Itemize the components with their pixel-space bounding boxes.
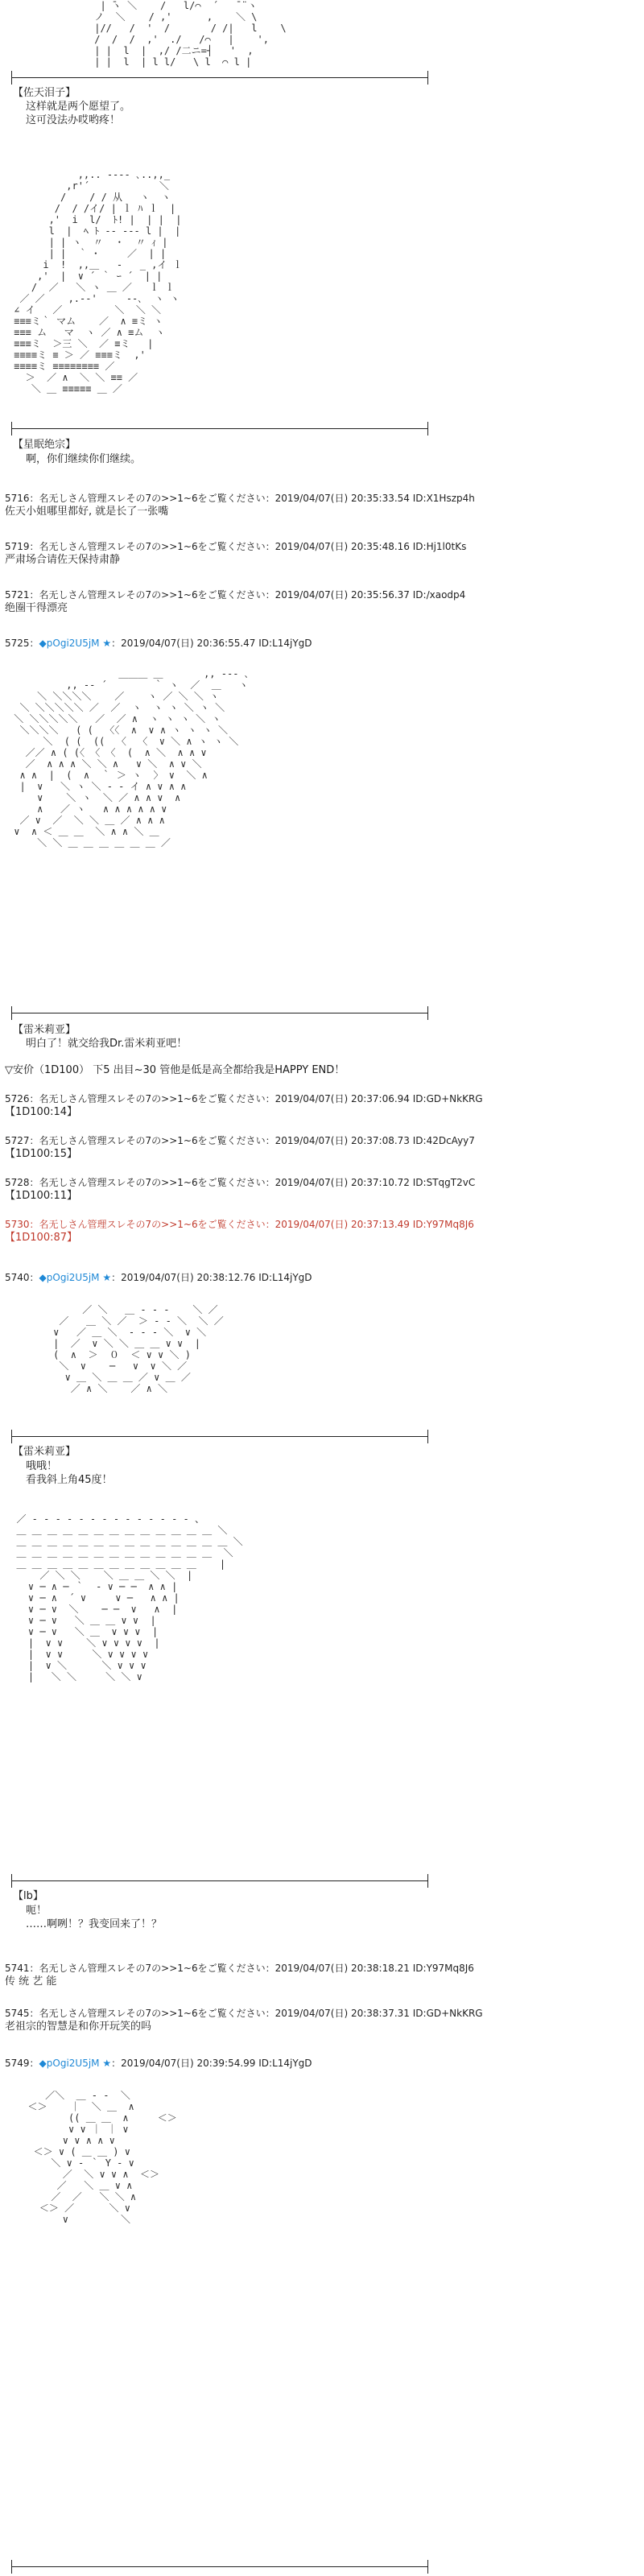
speech-line: 这可没法办哎哟疼！ xyxy=(26,114,121,126)
speech-line: 这样就是两个愿望了。 xyxy=(26,101,131,113)
post-header-selected: 5730：名无しさん管理スレその7の>>1~6をご覧ください：2019/04/07(日) 20:37:13.49 ID:Y97Mq8J6 xyxy=(5,1219,474,1230)
dice-result: 【1D100:14】 xyxy=(5,1106,78,1118)
speech-line: 呃！ xyxy=(26,1905,47,1917)
author-trip: pOgi2U5jM ★ xyxy=(46,2058,112,2069)
post-meta: ：2019/04/07(日) 20:39:54.99 ID:L14jYgD xyxy=(111,2058,312,2069)
dice-result: 【1D100:11】 xyxy=(5,1190,78,1202)
section-divider xyxy=(11,428,428,429)
ascii-art-figure: ／ ＼ ＿ ‐ ‐ ‐ ＼ ／ ／ ＿ ＼ ／ ＞ ‐ ‐ ＼ ＼ ／ ∨ ／ ＿ ＼ ‐ ‐ ‐ ＼ ∨ ＼ | ／ ∨ ＼ ＼ ＿ ＿ ∨ ∨ | ( ∧ ＞ ０ ＜ ∨ ∨ ＼ ) ＼ ∨ ─ ∨ ∨ ＼ ／ ∨ ＿ ＼ ＿ ＿ ／ ∨ ＿ ／ ／ ∧ ＼ ／ ∧ ＼ xyxy=(53,1304,224,1394)
post-header: 5727：名无しさん管理スレその7の>>1~6をご覧ください：2019/04/07(日) 20:37:08.73 ID:42DcAyy7 xyxy=(5,1135,475,1146)
speech-line: ……啊咧！？我变回来了！？ xyxy=(26,1918,163,1930)
speech-block xyxy=(26,1459,113,1487)
dice-result: 【1D100:15】 xyxy=(5,1148,78,1160)
speech-line: 哦哦！ xyxy=(26,1460,58,1472)
dice-result-selected: 【1D100:87】 xyxy=(5,1232,78,1244)
post-header: 5726：名无しさん管理スレその7の>>1~6をご覧ください：2019/04/07(日) 20:37:06.94 ID:GD+NkKRG xyxy=(5,1093,483,1104)
post-number: 5740： xyxy=(5,1272,39,1283)
speech-line: 看我斜上角45度！ xyxy=(26,1474,113,1486)
speaker-name: 【lb】 xyxy=(13,1890,43,1902)
ascii-art-figure: ／ ‐ ‐ ‐ ‐ ‐ ‐ ‐ ‐ ‐ ‐ ‐ ‐ ‐ ‐ 、 ＿ ＿ ＿ ＿ ＿ ＿ ＿ ＿ ＿ ＿ ＿ ＿ ＿ ＼ ＿ ＿ ＿ ＿ ＿ ＿ ＿ ＿ ＿ ＿ ＿ ＿ ＿ ＿ ＼ ＿ ＿ ＿ ＿ ＿ ＿ ＿ ＿ ＿ ＿ ＿ ＿ ＿ ＼ ＿ ＿ ＿ ＿ ＿ ＿ ＿ ＿ ＿ ＿ ＿ ＿ | ／ ＼ ＼ ＼ ＿ ＿ ＼ ＼ | ∨ ─ ∧ ─ ｀ ‐ ∨ ─ ─ ∧ ∧ | ∨ ─ ∧ ´ ∨ ∨ ─ ∧ ∧ | ∨ ─ ∨ ＼ ─ ─ ∨ ∧ | ∨ ─ ∨ ＼ ＿ ＿ ∨ ∨ | ∨ ─ ∨ ＼ ＿ ∨ ∨ ∨ | | ∨ ∨ ＼ ∨ ∨ ∨ ∨ | | ∨ ∨ ＼ ∨ ∨ ∨ ∨ | ∨ ＼ ＼ ∨ ∨ ∨ | ＼ ＼ ＼ ＼ ∨ xyxy=(16,1513,243,1682)
author-post-header xyxy=(5,1272,312,1284)
diamond-icon: ◆ xyxy=(39,2058,47,2069)
post-number: 5725： xyxy=(5,638,39,649)
speech-line: 明白了！就交给我Dr.雷米莉亚吧！ xyxy=(26,1038,188,1050)
post-body: 严肃场合请佐天保持肃静 xyxy=(5,554,121,566)
speaker-name: 【佐天泪子】 xyxy=(13,87,76,99)
post-header: 5745：名无しさん管理スレその7の>>1~6をご覧ください：2019/04/07(日) 20:38:37.31 ID:GD+NkKRG xyxy=(5,2008,483,2019)
speech-line: 啊，你们继续你们继续。 xyxy=(26,453,142,465)
diamond-icon: ◆ xyxy=(39,638,47,649)
author-trip: pOgi2U5jM ★ xyxy=(46,1272,112,1283)
speech-block xyxy=(26,100,130,127)
speech-block xyxy=(26,452,141,466)
speech-block xyxy=(26,1904,162,1931)
ascii-art-top: | ̄ヽ ＼ / l/⌒ ´ ̄ ¨ヽ ノ ＼ / ,' , ＼ \ |// / ' / / /| l \ / / / ,' ./ /⌒ | ', | | l | ,/ /二ニ=┤ ' , | | l | l l/ \ l ⌒ l | xyxy=(94,0,287,68)
section-divider xyxy=(11,2566,428,2567)
post-header: 5741：名无しさん管理スレその7の>>1~6をご覧ください：2019/04/07(日) 20:38:18.21 ID:Y97Mq8J6 xyxy=(5,1963,474,1974)
section-divider xyxy=(11,1436,428,1437)
post-header: 5721：名无しさん管理スレその7の>>1~6をご覧ください：2019/04/07(日) 20:35:56.37 ID:/xaodp4 xyxy=(5,589,466,601)
post-body: 传 统 艺 能 xyxy=(5,1975,57,1988)
ascii-art-figure: ／＼ ＿ ‐ ‐ ＼ ＜＞ ｜ ＼ ＿ ∧ (( ＿ ＿ ∧ ＜＞ ∨ ∨ ｜ ｜ ∨ ∨ ∨ ∧ ∧ ∨ ＜＞ ∨ ( ＿ ＿ ) ∨ ＼ ∨ ‐ ｀ Y ‐ ∨ ／ ＼ ∨ ∨ ∧ ＜＞ ／ ＼ ＿ ∨ ∧ ／ ／ ＼ ＼ ∧ ＜＞ ／ ＼ ∨ ∨ ＼ xyxy=(27,2090,177,2225)
speech-block xyxy=(26,1037,187,1051)
author-post-header xyxy=(5,2058,312,2070)
post-number: 5749： xyxy=(5,2058,39,2069)
post-meta: ：2019/04/07(日) 20:36:55.47 ID:L14jYgD xyxy=(111,638,312,649)
post-body: 绝圈干得漂亮 xyxy=(5,602,68,614)
speaker-name: 【星眠绝宗】 xyxy=(13,439,76,451)
ascii-art-figure: ,,.. -‐‐- ､..,,_ ,r'´ ＼ / / / 从 ヽ ヽ / / /イ/ | ｌ ﾊ ｌ | ,' i l/ ﾄ! | | | | l | ﾍ ﾄ ‐‐ ‐‐‐ l | | | | ヽ 〃 ・ 〃 ｨ | | | ｀ ･ ／ | | i ! ,,＿ ‐ _ ,イ ｌ ,' | ∨ ´ ｀ ｰ ´ | | / ／ ＼ ヽ ＿ ／ ｌ ｌ ／ ／ ,.-‐' ‐‐､ ヽ ヽ ∠ イ ／ ＼ ＼ ＼ ≡≡≡ミ｀ マム ／ ∧ ≡ミ ヽ ≡≡≡ ム マ ヽ ／ ∧ ≡ム ヽ ≡≡≡ミ ＞三 ＼ ／ ≡ミ | ≡≡≡≡ミ ≡ ＞ ／ ≡≡≡ミ ,' ≡≡≡≡ミ ≡≡≡≡≡≡≡≡ ／ ＞ ／ ∧ ＼ ＼ ≡≡ ／ ＼ ＿ ≡≡≡≡≡ ＿ ／ xyxy=(14,169,183,394)
speaker-name: 【雷米莉亚】 xyxy=(13,1024,76,1036)
section-divider xyxy=(11,77,428,78)
post-header: 5716：名无しさん管理スレその7の>>1~6をご覧ください：2019/04/07(日) 20:35:33.54 ID:X1Hszp4h xyxy=(5,493,475,504)
post-header: 5728：名无しさん管理スレその7の>>1~6をご覧ください：2019/04/07(日) 20:37:10.72 ID:STqgT2vC xyxy=(5,1177,476,1188)
post-header: 5719：名无しさん管理スレその7の>>1~6をご覧ください：2019/04/07(日) 20:35:48.16 ID:Hj1l0tKs xyxy=(5,541,467,552)
dice-announcement: ▽安价（1D100） 下5 出目~30 管他是低是高全都给我是HAPPY END！ xyxy=(5,1064,345,1076)
speaker-name: 【雷米莉亚】 xyxy=(13,1446,76,1458)
post-body: 老祖宗的智慧是和你开玩笑的吗 xyxy=(5,2021,152,2033)
author-post-header xyxy=(5,638,312,650)
section-divider xyxy=(11,1880,428,1881)
post-body: 佐天小姐哪里都好, 就是长了一张嘴 xyxy=(5,506,169,518)
author-trip: pOgi2U5jM ★ xyxy=(46,638,112,649)
diamond-icon: ◆ xyxy=(39,1272,47,1283)
post-meta: ：2019/04/07(日) 20:38:12.76 ID:L14jYgD xyxy=(111,1272,312,1283)
ascii-art-figure: ＿＿＿ ＿ ,, -‐‐ ､ ,, -‐ ´ ｀ ヽ ／ ＿ ヽ ＼ ＼＼＼＼ ／ ヽ ／ ＼ ＼ ヽ ＼ ＼＼＼＼＼ ／ ／ ヽ ヽ ヽ ＼ ヽ ＼ ＼ ＼＼＼＼＼ ／ ／ ∧ ヽ ヽ ヽ ＼ ヽ ＼＼＼＼ ( ( 〈〈 ∧ ∨ ∧ ヽ ヽ ヽ ＼ ＼ ( ( (( 〈 〈 ∨ ＼ ∧ ヽ ヽ ＼ ／／ ∧ ( (〈 〈 〈 ( ∧ ＼ ∧ ∧ ∨ ／ ∧ ∧ ∧ ＼ ＼ ∧ ∨ ＼ ∧ ∨ ＼ ∧ ∧ | ( ∧ ｀ ＞ ヽ 〉 ∨ ＼ ∧ | ∨ ＼ ヽ ＼ ‐ ‐ イ ∧ ∨ ∧ ∧ ∨ ＼ ヽ ＼ ／ ∧ ∧ ∨ ∧ ∧ ／ ヽ ∧ ∧ ∧ ∧ ∧ ∨ ／ ∨ ／ ＼ ＼ ＿ ／ ∧ ∧ ∧ ∨ ∧ ＜ ＿ ＿ ＼ ∧ ∧ ＼ ＿ ＼ ＼ ＿ ＿ ＿ ＿ ＿ ＿ ／ xyxy=(14,668,250,848)
